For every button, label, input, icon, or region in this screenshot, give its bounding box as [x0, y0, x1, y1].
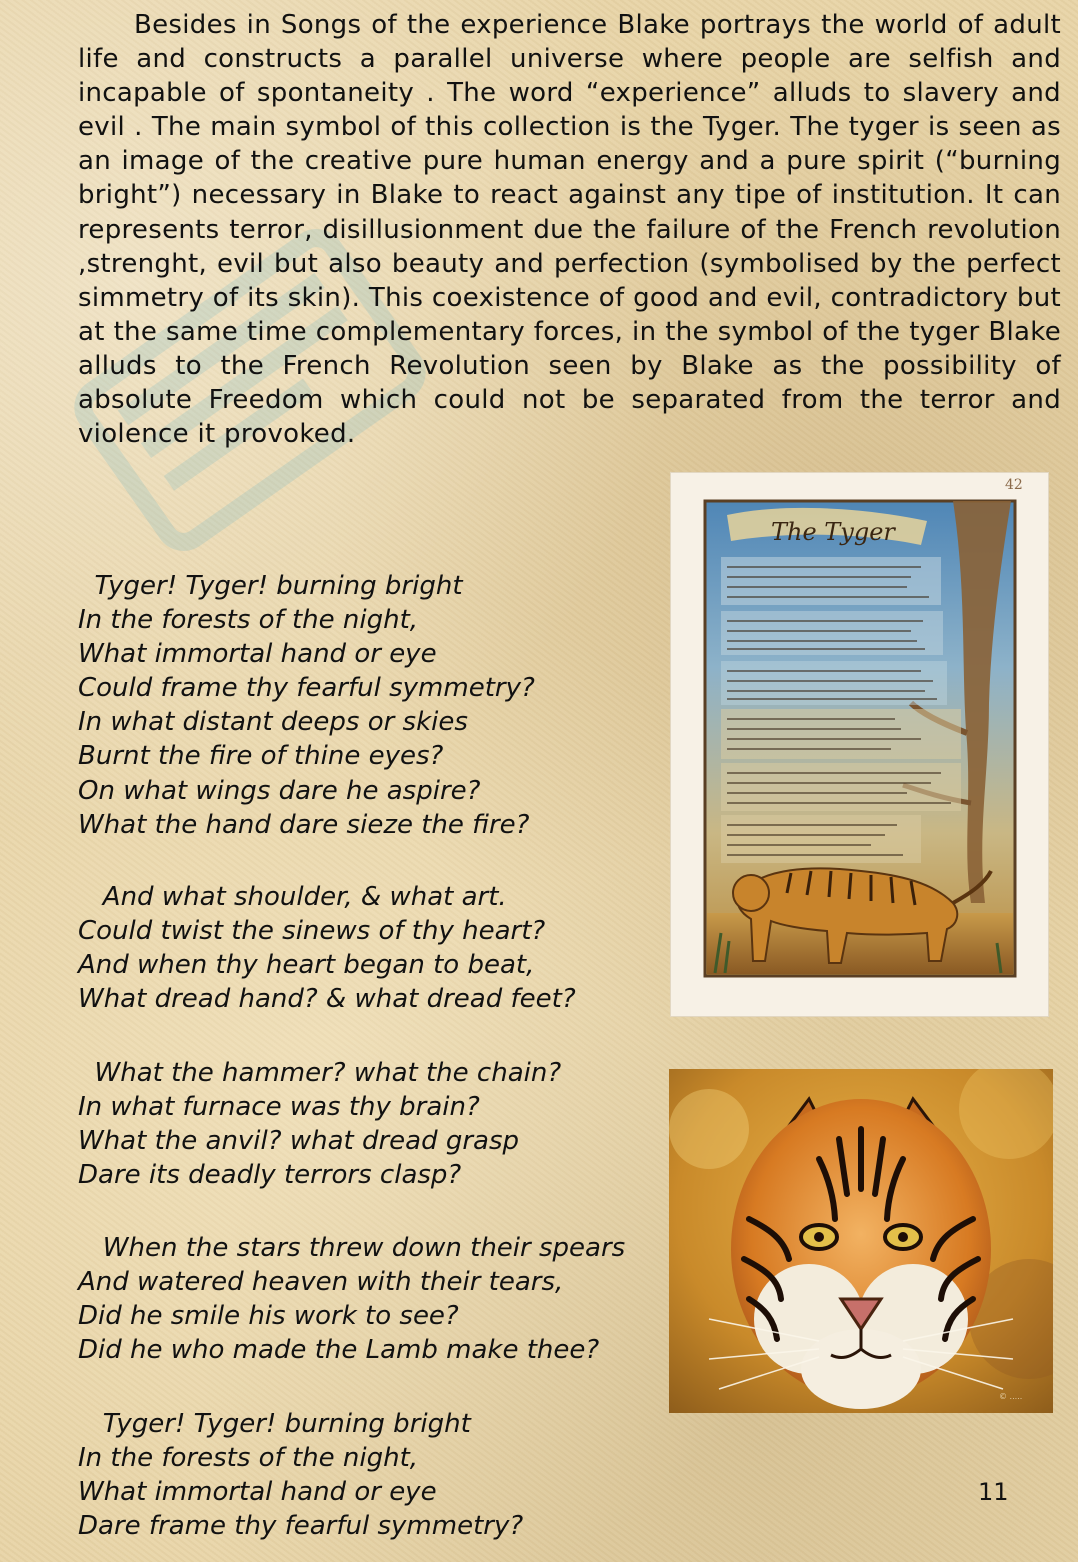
poem-stanza-3	[78, 1056, 561, 1192]
tiger-photo	[669, 1069, 1053, 1413]
plate-corner-mark: 42	[1005, 477, 1023, 493]
tiger-photo-illustration	[669, 1069, 1053, 1413]
page-number: 11	[978, 1478, 1009, 1506]
poem-line: What dread hand? & what dread feet?	[78, 984, 576, 1015]
poem-line: In the forests of the night,	[78, 605, 419, 636]
poem-line: What the hammer? what the chain?	[78, 1058, 562, 1088]
photo-credit: © .....	[999, 1392, 1023, 1401]
poem-line: Could twist the sinews of thy heart?	[78, 916, 546, 947]
poem-line: And when thy heart began to beat,	[78, 950, 535, 981]
poem-line: Dare its deadly terrors clasp?	[78, 1160, 462, 1191]
poem-line: Did he smile his work to see?	[78, 1301, 459, 1332]
tyger-plate-image	[670, 472, 1049, 1017]
poem-line: Dare frame thy fearful symmetry?	[78, 1511, 524, 1542]
poem-line: What the anvil? what dread grasp	[78, 1126, 520, 1157]
poem-line: And watered heaven with their tears,	[78, 1267, 564, 1298]
intro-paragraph	[78, 8, 1061, 451]
poem-line: When the stars threw down their spears	[78, 1233, 626, 1263]
poem-line: In what distant deeps or skies	[78, 707, 468, 738]
poem-line: Burnt the fire of thine eyes?	[78, 741, 444, 772]
plate-title: The Tyger	[771, 518, 895, 546]
poem-line: In what furnace was thy brain?	[78, 1092, 480, 1123]
poem-line: On what wings dare he aspire?	[78, 775, 481, 806]
poem-line: Did he who made the Lamb make thee?	[78, 1335, 600, 1366]
intro-text: Besides in Songs of the experience Blake portrays the world of adult life and constructs a parallel universe where people are selfish and incapable of spontaneity . The word “experience” alluds to slavery and evil . The main symbol of this collection is the Tyger. The tyger is seen as an image of the creative pure human energy and a pure spirit (“burning bright”) necessary in Blake to react against any tipe of institution. It can represents terror, disillusionment due the failure of the French revolution ,strenght, evil but also beauty and perfection (symbolised by the perfect simmetry of its skin). This coexistence of good and evil, contradictory but at the same time complementary forces, in the symbol of the tyger Blake alluds to the French Revolution seen by Blake as the possibility of absolute Freedom which could not be separated from the terror and violence it provoked.	[78, 10, 1061, 450]
poem-line: What the hand dare sieze the fire?	[78, 809, 530, 840]
poem-line: What immortal hand or eye	[78, 639, 437, 670]
poem-line: And what shoulder, & what art.	[78, 882, 507, 912]
poem-stanza-4	[78, 1231, 625, 1367]
poem-line: Tyger! Tyger! burning bright	[78, 1409, 471, 1439]
poem-line: Tyger! Tyger! burning bright	[78, 571, 463, 601]
illuminated-plate-illustration	[671, 473, 1048, 1016]
poem-stanza-5	[78, 1407, 523, 1543]
poem-line: What immortal hand or eye	[78, 1477, 437, 1508]
poem-stanza-1	[78, 569, 535, 842]
poem-stanza-2	[78, 880, 576, 1016]
poem-line: Could frame thy fearful symmetry?	[78, 673, 535, 704]
poem-line: In the forests of the night,	[78, 1443, 419, 1474]
